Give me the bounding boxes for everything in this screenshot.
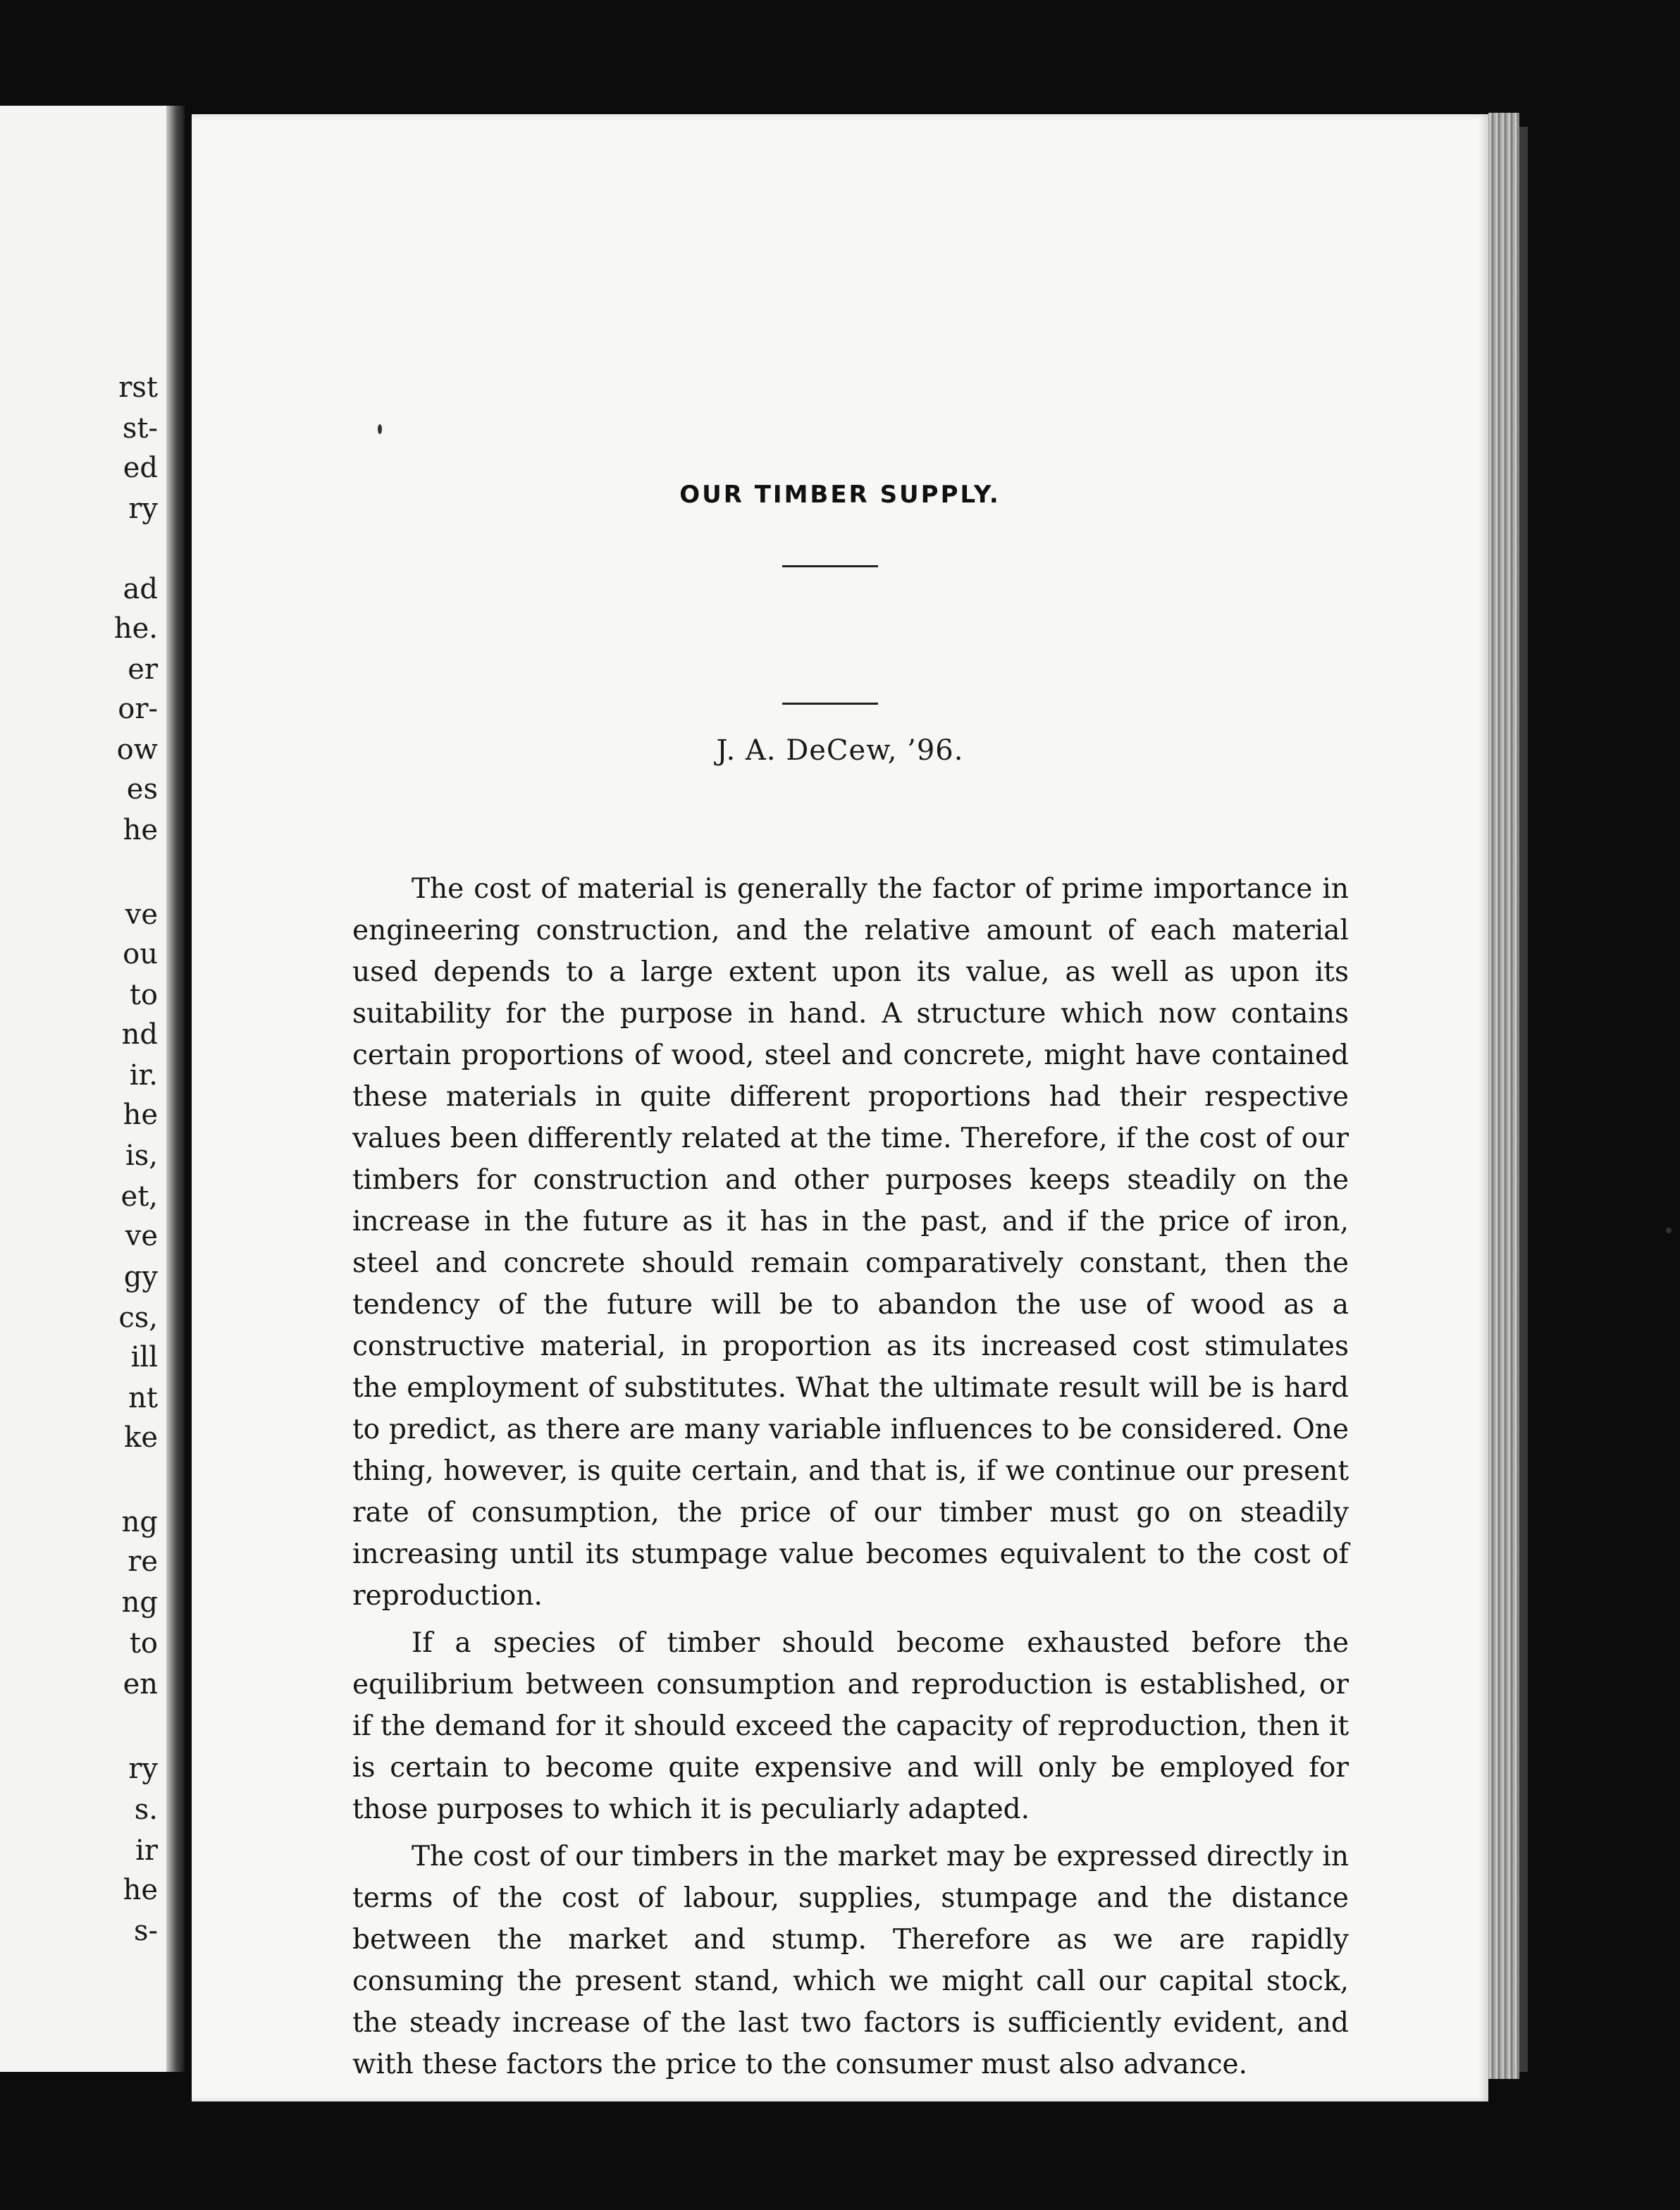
- left-page-line-fragment: he: [123, 814, 158, 846]
- left-page-line-fragment: s.: [134, 1794, 158, 1826]
- left-page-line-fragment: ou: [123, 938, 158, 970]
- left-page-line-fragment: er: [128, 653, 158, 686]
- left-page-line-fragment: ir.: [129, 1059, 158, 1092]
- title-rule: [782, 565, 878, 567]
- left-page-line-fragment: gy: [123, 1261, 158, 1293]
- left-page-line-fragment: he: [123, 1874, 158, 1906]
- left-page-line-fragment: ng: [121, 1506, 158, 1538]
- article-title: OUR TIMBER SUPPLY.: [679, 481, 1001, 509]
- paragraph: The cost of our timbers in the market may be expressed directly in terms of the cost of labour, supplies, stumpage and the distance between the market and stump. Therefore as we are rapidly consuming the present stand, which we might call our capital stock, the steady increase of the last two factors is sufficiently evident, and with these factors the price to the consumer must also advance.: [352, 1841, 1349, 2080]
- left-page-line-fragment: ir: [135, 1834, 158, 1867]
- left-page-line-fragment: to: [129, 979, 158, 1011]
- book-gutter: [166, 106, 185, 2072]
- left-page-line-fragment: cs,: [118, 1302, 158, 1334]
- left-page-line-fragment: to: [129, 1627, 158, 1660]
- left-page-line-fragment: rst: [118, 371, 158, 404]
- article-author: J. A. DeCew, ’96.: [716, 734, 964, 767]
- left-page-line-fragment: ed: [123, 452, 158, 484]
- left-page-line-fragment: nt: [128, 1382, 158, 1414]
- left-page-line-fragment: ng: [121, 1586, 158, 1619]
- left-page-line-fragment: et,: [121, 1180, 158, 1213]
- paragraph: If a species of timber should become exhausted before the equilibrium between consumption and reproduction is established, or if the demand for it should exceed the capacity of reproduction, then it is certain to become quite expensive and will only be employed for those purposes to which it is peculiarly adapted.: [352, 1627, 1349, 1825]
- scan-speck: [1666, 1228, 1672, 1233]
- left-page-line-fragment: re: [128, 1545, 158, 1578]
- left-page-line-fragment: ry: [128, 493, 158, 525]
- left-page-line-fragment: ad: [123, 573, 158, 605]
- left-page-line-fragment: ve: [125, 1220, 158, 1252]
- article-body: [352, 868, 1349, 2091]
- author-rule: [782, 703, 878, 705]
- left-page-line-fragment: ill: [130, 1341, 158, 1373]
- paragraph: The cost of material is generally the factor of prime importance in engineering construction, and the relative amount of each material used depends to a large extent upon its value, as well as upon its suitability for the purpose in hand. A structure which now contains certain proportions of wood, steel and concrete, might have contained these materials in quite different proportions had their respective values been differently related at the time. Therefore, if the cost of our timbers for construction and other purposes keeps steadily on the increase in the future as it has in the past, and if the price of iron, steel and concrete should remain comparatively constant, then the tendency of the future will be to abandon the use of wood as a constructive material, in proportion as its increased cost stimulates the employment of substitutes. What the ultimate result will be is hard to predict, as there are many variable influences to be considered. One thing, however, is quite certain, and that is, if we continue our present rate of consumption, the price of our timber must go on steadily increasing until its stumpage value becomes equivalent to the cost of reproduction.: [352, 873, 1349, 1612]
- left-page-line-fragment: en: [123, 1668, 158, 1700]
- cover-edge: [1519, 127, 1528, 2072]
- left-page-line-fragment: ow: [116, 734, 158, 766]
- left-page-line-fragment: st-: [122, 412, 158, 445]
- left-page-line-fragment: ve: [125, 899, 158, 931]
- left-page-line-fragment: es: [126, 773, 158, 805]
- left-page-line-fragment: is,: [125, 1140, 158, 1172]
- left-page-line-fragment: s-: [133, 1915, 158, 1947]
- left-page-line-fragment: ke: [124, 1421, 158, 1454]
- left-page-line-fragment: nd: [121, 1018, 158, 1051]
- left-page-line-fragment: he: [123, 1099, 158, 1131]
- left-page-line-fragment: or-: [118, 693, 158, 725]
- previous-page-fragment: [0, 106, 185, 2072]
- left-page-line-fragment: ry: [128, 1753, 158, 1785]
- scan-speck: [378, 424, 382, 434]
- left-page-line-fragment: he.: [113, 612, 158, 645]
- book-page: [192, 114, 1488, 2101]
- page-edges: [1488, 113, 1519, 2079]
